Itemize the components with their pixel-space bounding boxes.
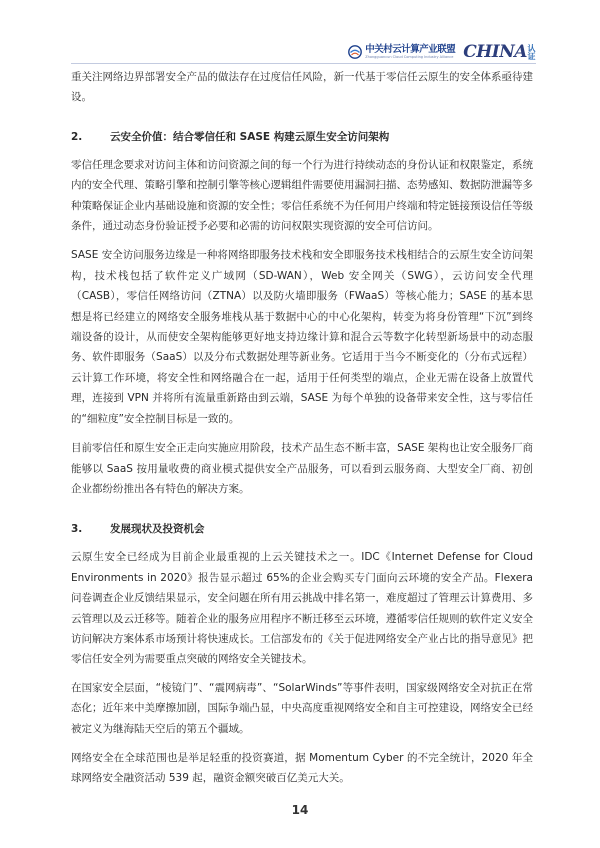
- alliance-logo-icon: [348, 45, 362, 59]
- body-paragraph: SASE 安全访问服务边缘是一种将网络即服务技术栈和安全即服务技术栈相结合的云原生安全访问架构，技术栈包括了软件定义广域网（SD-WAN），Web 安全网关（SWG），云访问安全代理（CASB），零信任网络访问（ZTNA）以及防火墙即服务（FWaaS）等核心能力；SASE 的基本思想是将已经建立的网络安全服务堆栈从基于数据中心的中心化架构，转变为将身份管理“下沉”到终端设备的设计，从而使安全架构能够更好地支持边缘计算和混合云等数字化转型新场景中的动态服务、软件即服务（SaaS）以及分布式数据处理等新业务。它适用于当今不断变化的（分布式远程）云计算工作环境，将安全性和网络融合在一起，适用于任何类型的端点，企业无需在设备上放置代理，连接到 VPN 并将所有流量重新路由到云端，SASE 为每个单独的设备带来安全性，这与零信任的“细粒度”安全控制目标是一致的。: [71, 249, 533, 425]
- alliance-logo-english: Zhongguancun Cloud Computing Industry Alliance: [365, 54, 454, 59]
- alliance-logo-name: 中关村云计算产业联盟: [365, 44, 456, 55]
- header-divider: [71, 63, 536, 64]
- page-number: 14: [291, 803, 309, 817]
- section-heading: [71, 127, 533, 147]
- body-paragraph: 目前零信任和原生安全正走向实施应用阶段，技术产品生态不断丰富，SASE 架构也让安全服务厂商能够以 SaaS 按用量收费的商业模式提供安全产品服务，可以看到云服务商、大型安全厂商、初创企业都纷纷推出各有特色的解决方案。: [71, 442, 533, 495]
- body-paragraph: 零信任理念要求对访问主体和访问资源之间的每一个行为进行持续动态的身份认证和权限鉴定，系统内的安全代理、策略引擎和控制引擎等核心逻辑组件需要使用漏洞扫描、态势感知、数据防泄漏等多种策略保证企业内基础设施和资源的安全性；零信任系统不为任何用户终端和特定链接预设信任等级条件，通过动态身份验证授予必要和必需的访问权限实现资源的安全可信访问。: [71, 158, 533, 233]
- section-heading-number: 3.: [71, 523, 83, 536]
- section-heading: [71, 519, 533, 539]
- china-cert-logo-word: CHINA: [463, 42, 527, 62]
- body-paragraph: 网络安全在全球范围也是举足轻重的投资赛道，据 Momentum Cyber 的不完全统计，2020 年全球网络安全融资活动 539 起，融资金额突破百亿美元大关。: [71, 751, 533, 785]
- section-heading-text: 发展现状及投资机会: [110, 523, 205, 536]
- page-body: [71, 67, 533, 789]
- china-cert-logo-cn: 认证: [527, 44, 537, 60]
- china-cert-logo: [463, 42, 536, 62]
- body-paragraph: 重关注网络边界部署安全产品的做法存在过度信任风险，新一代基于零信任云原生的安全体系亟待建设。: [71, 71, 533, 104]
- section-heading-text: 云安全价值：结合零信任和 SASE 构建云原生安全访问架构: [110, 130, 390, 143]
- body-paragraph: 云原生安全已经成为目前企业最重视的上云关键技术之一。IDC《Internet Defense for Cloud Environments in 2020》报告显示超过 65%的企业会购买专门面向云环境的安全产品。Flexera 问卷调查企业反馈结果显示，安全问题在所有用云挑战中排名第一，难度超过了管理云计算费用、多云管理以及云迁移等。随着企业的服务应用程序不断迁移至云环境，遵循零信任规则的软件定义安全访问解决方案体系市场预计将快速成长。工信部发布的《关于促进网络安全产业占比的指导意见》把零信任安全列为需要重点突破的网络安全关键技术。: [71, 551, 533, 666]
- body-paragraph: 在国家安全层面，“棱镜门”、“震网病毒”、“SolarWinds”等事件表明，国家级网络安全对抗正在常态化；近年来中美摩擦加剧，国际争端凸显，中央高度重视网络安全和自主可控建设，网络安全已经被定义为继海陆天空后的第五个疆域。: [71, 681, 533, 735]
- section-heading-number: 2.: [71, 130, 83, 143]
- alliance-logo: [348, 45, 455, 59]
